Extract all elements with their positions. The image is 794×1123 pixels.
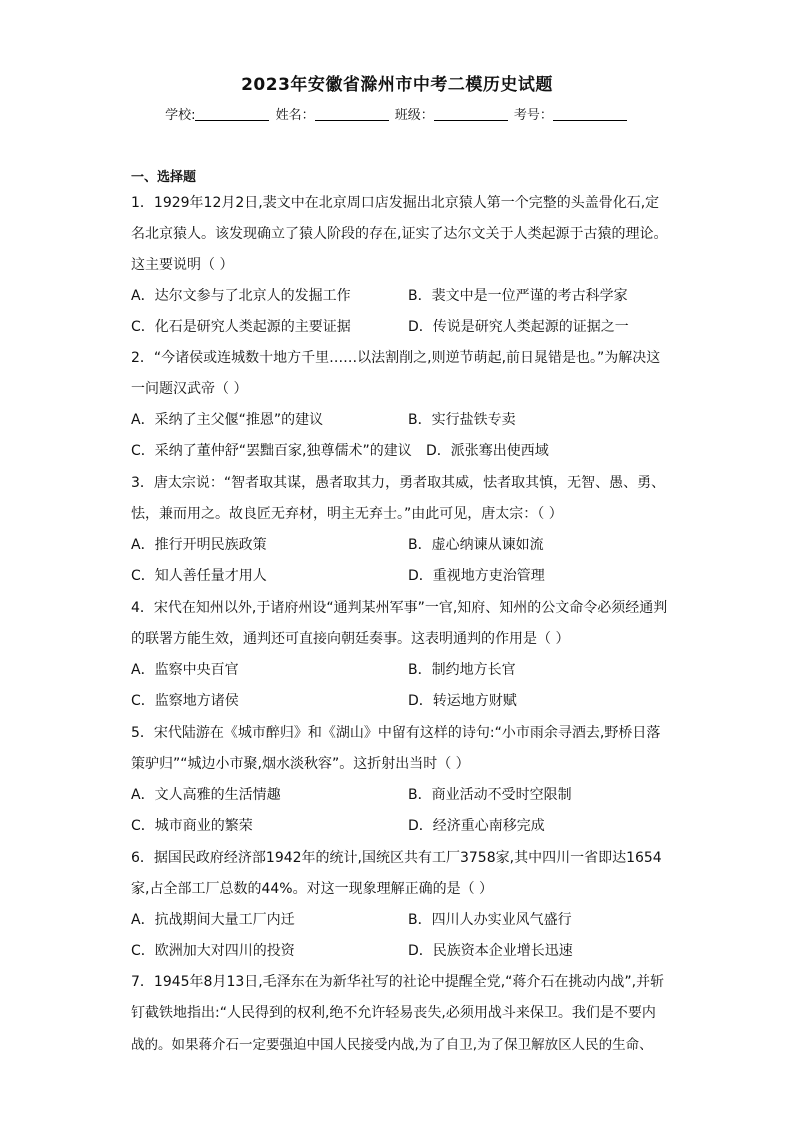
question-line: 7．1945年8月13日,毛泽东在为新华社写的社论中提醒全党,“蒋介石在挑动内战”,并斩 [131, 974, 665, 990]
question-line: 4．宋代在知州以外,于诸府州设“通判某州军事”一官,知府、知州的公文命令必须经通判 [131, 600, 668, 616]
question-line: 名北京猿人。该发现确立了猿人阶段的存在,证实了达尔文关于人类起源于古猿的理论。 [131, 226, 668, 242]
school-blank [195, 108, 269, 121]
option-c: C．监察地方诸侯 [131, 693, 239, 709]
question-line: 一问题汉武帝（ ） [131, 381, 248, 397]
option-a: A．文人高雅的生活情趣 [131, 787, 281, 803]
name-blank [315, 108, 389, 121]
option-b: B．裴文中是一位严谨的考古科学家 [408, 288, 628, 304]
question-line: 钉截铁地指出:“人民得到的权利,绝不允许轻易丧失,必须用战斗来保卫。我们是不要内 [131, 1005, 656, 1021]
option-d: D．转运地方财赋 [408, 693, 517, 709]
option-b: B．实行盐铁专卖 [408, 412, 516, 428]
question-line: 策驴归”“城边小市聚,烟水淡秋容”。这折射出当时（ ） [131, 756, 470, 772]
option-c: C．欧洲加大对四川的投资 [131, 943, 295, 959]
exam-no-label: 考号： [513, 108, 553, 123]
school-label: 学校: [165, 108, 196, 123]
question-line: 战的。如果蒋介石一定要强迫中国人民接受内战,为了自卫,为了保卫解放区人民的生命、 [131, 1037, 653, 1053]
question-line: 2．“今诸侯或连城数十地方千里……以法割削之,则逆节萌起,前日晁错是也。”为解决这 [131, 350, 661, 366]
question-line: 这主要说明（ ） [131, 257, 234, 273]
option-d: D．民族资本企业增长迅速 [408, 943, 573, 959]
option-a: A．抗战期间大量工厂内迁 [131, 912, 295, 928]
name-label: 姓名： [275, 108, 315, 123]
option-a: A．采纳了主父偃“推恩”的建议 [131, 412, 324, 428]
option-c: C．知人善任量才用人 [131, 568, 267, 584]
option-d: D．派张骞出使西域 [426, 443, 549, 459]
option-a: A．推行开明民族政策 [131, 537, 267, 553]
class-label: 班级： [394, 108, 434, 123]
question-line: 1．1929年12月2日,裴文中在北京周口店发掘出北京猿人第一个完整的头盖骨化石,定 [131, 195, 660, 211]
option-a: A．达尔文参与了北京人的发掘工作 [131, 288, 351, 304]
option-d: D．传说是研究人类起源的证据之一 [408, 319, 629, 335]
option-a: A．监察中央百官 [131, 662, 239, 678]
question-line: 5．宋代陆游在《城市醉归》和《湖山》中留有这样的诗句:“小市雨余寻酒去,野桥日落 [131, 725, 661, 741]
question-line: 3．唐太宗说：“智者取其谋，愚者取其力，勇者取其威，怯者取其慎，无智、愚、勇、 [131, 475, 666, 491]
option-b: B．制约地方长官 [408, 662, 516, 678]
question-line: 6．据国民政府经济部1942年的统计,国统区共有工厂3758家,其中四川一省即达1654 [131, 850, 662, 866]
exam-title: 2023年安徽省滁州市中考二模历史试题 [241, 75, 553, 95]
option-b: B．四川人办实业风气盛行 [408, 912, 572, 928]
question-line: 家,占全部工厂总数的44%。对这一现象理解正确的是（ ） [131, 881, 494, 897]
option-d: D．经济重心南移完成 [408, 818, 545, 834]
student-info-row [0, 104, 794, 123]
section-title: 一、选择题 [131, 170, 197, 185]
question-line: 的联署方能生效，通判还可直接向朝廷奏事。这表明通判的作用是（ ） [131, 631, 570, 647]
exam-no-blank [553, 108, 627, 121]
option-c: C．化石是研究人类起源的主要证据 [131, 319, 351, 335]
option-b: B．虚心纳谏从谏如流 [408, 537, 544, 553]
option-c: C．采纳了董仲舒“罢黜百家,独尊儒术”的建议 [131, 443, 412, 459]
option-d: D．重视地方吏治管理 [408, 568, 545, 584]
class-blank [434, 108, 508, 121]
option-b: B．商业活动不受时空限制 [408, 787, 572, 803]
option-c: C．城市商业的繁荣 [131, 818, 253, 834]
question-line: 怯，兼而用之。故良匠无弃材，明主无弃士。”由此可见，唐太宗：（ ） [131, 506, 563, 522]
